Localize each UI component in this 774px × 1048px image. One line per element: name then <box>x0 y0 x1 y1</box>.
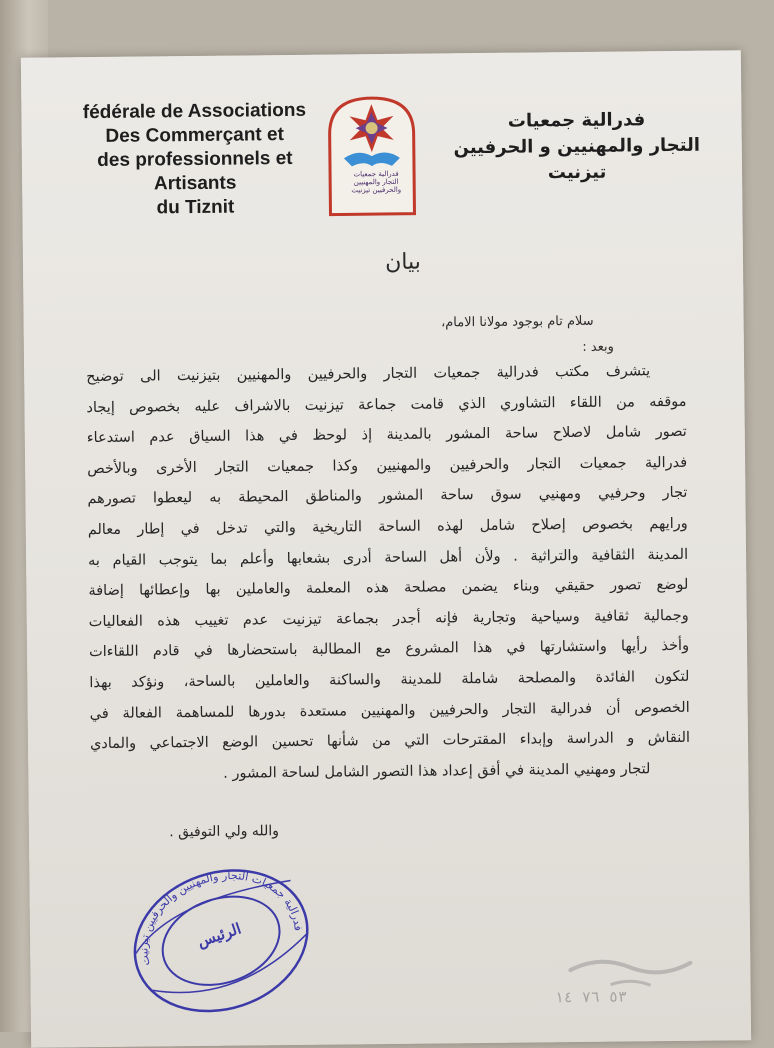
header-arabic-line: تيزنيت <box>547 161 607 184</box>
closing-phrase: والله ولي التوفيق . <box>169 823 280 841</box>
header-french-line: Artisants <box>153 172 237 195</box>
letter-body <box>86 356 690 791</box>
president-stamp <box>107 839 335 1042</box>
salutation: سلام تام بوجود مولانا الامام، <box>440 313 594 331</box>
body-line: الخصوص أن فدرالية التجار والحرفيين والمهنيين مستعدة بدورها للمساهمة الفعالة في <box>89 699 690 722</box>
header-french-line: fédérale de Associations <box>82 99 307 124</box>
body-line: لوضع تصور حقيقي وبناء يضمن مصلحة هذه المعلمة والعاملين بها وإعطائها إضافة <box>88 576 689 600</box>
logo-caption: فدرالية جمعيات التجار والمهنيين والحرفيين تيزنيت <box>351 169 402 195</box>
header-french <box>69 99 320 222</box>
header-french-line: Des Commerçant et <box>105 124 284 147</box>
federation-logo <box>323 94 420 217</box>
body-line: لتكون الفائدة والمصلحة شاملة للمدينة والساكنة والعاملين بالساحة، ونؤكد بهذا <box>89 668 690 692</box>
header-arabic <box>446 107 707 188</box>
body-line: المدينة الثقافية والتراثية . ولأن أهل الساحة أدرى بشعابها وأعلم بما يتوجب القيام به <box>88 546 689 569</box>
logo-emblem-icon <box>323 94 420 217</box>
body-line: ورايهم بخصوص إصلاح شامل لهذه الساحة التاريخية والتي تدخل في إطار معالم <box>87 515 688 539</box>
body-line: وأخذ رأيها واستشارتها في هذا المشروع مع المطالبة باستحضارها في قادم اللقاءات <box>88 638 690 661</box>
body-line: النقاش و الدراسة وإبداء المقترحات التي من شأنها تحسين الوضع الاجتماعي والمادي <box>89 729 691 753</box>
stamp-ring-text: فدرالية جمعيات التجار والمهنيين والحرفيين تيزنيت <box>137 868 305 967</box>
opening-phrase: وبعد : <box>582 339 614 355</box>
document-title: بيان <box>385 249 421 275</box>
header-french-line: des professionnels et <box>97 147 293 172</box>
stamp-label: الرئيس <box>195 919 244 951</box>
body-line: تصور شامل لاصلاح ساحة المشور بالمدينة إذ لوحظ في هذا السياق عدم استدعاء <box>86 424 687 447</box>
body-line: فدرالية جمعيات التجار والحرفيين والمهنيين وكذا جمعيات التجار الأخرى وبالأخص <box>87 454 688 477</box>
body-line: يتشرف مكتب فدرالية جمعيات التجار والحرفيين والمهنيين بتيزنيت الى توضيح <box>86 363 651 386</box>
header-french-line: du Tiznit <box>156 196 235 219</box>
header-arabic-line: فدرالية جمعيات <box>507 109 646 132</box>
body-line: وجمالية ثقافية وسياحية وتجارية فإنه أجدر بجماعة تيزنيت عدم تغييب هذه الفعاليات <box>88 607 689 630</box>
body-line: لتجار ومهنيي المدينة في أفق إعداد هذا التصور الشامل لساحة المشور . <box>223 760 651 782</box>
body-line: تجار وحرفيي ومهنيي سوق ساحة المشور والمناطق المحيطة به ليعطوا تصورهم <box>87 485 688 508</box>
body-line: موقفه من اللقاء التشاوري الذي قامت جماعة تيزنيت بالاشراف عليه بخصوص إيجاد <box>86 393 687 416</box>
header-arabic-line: التجار والمهنيين و الحرفيين <box>453 134 701 159</box>
letter-page <box>21 50 751 1047</box>
faded-stamp-number: ٥٣ ٧٦ ١٤ <box>554 987 628 1007</box>
faded-stamp <box>550 949 701 1031</box>
